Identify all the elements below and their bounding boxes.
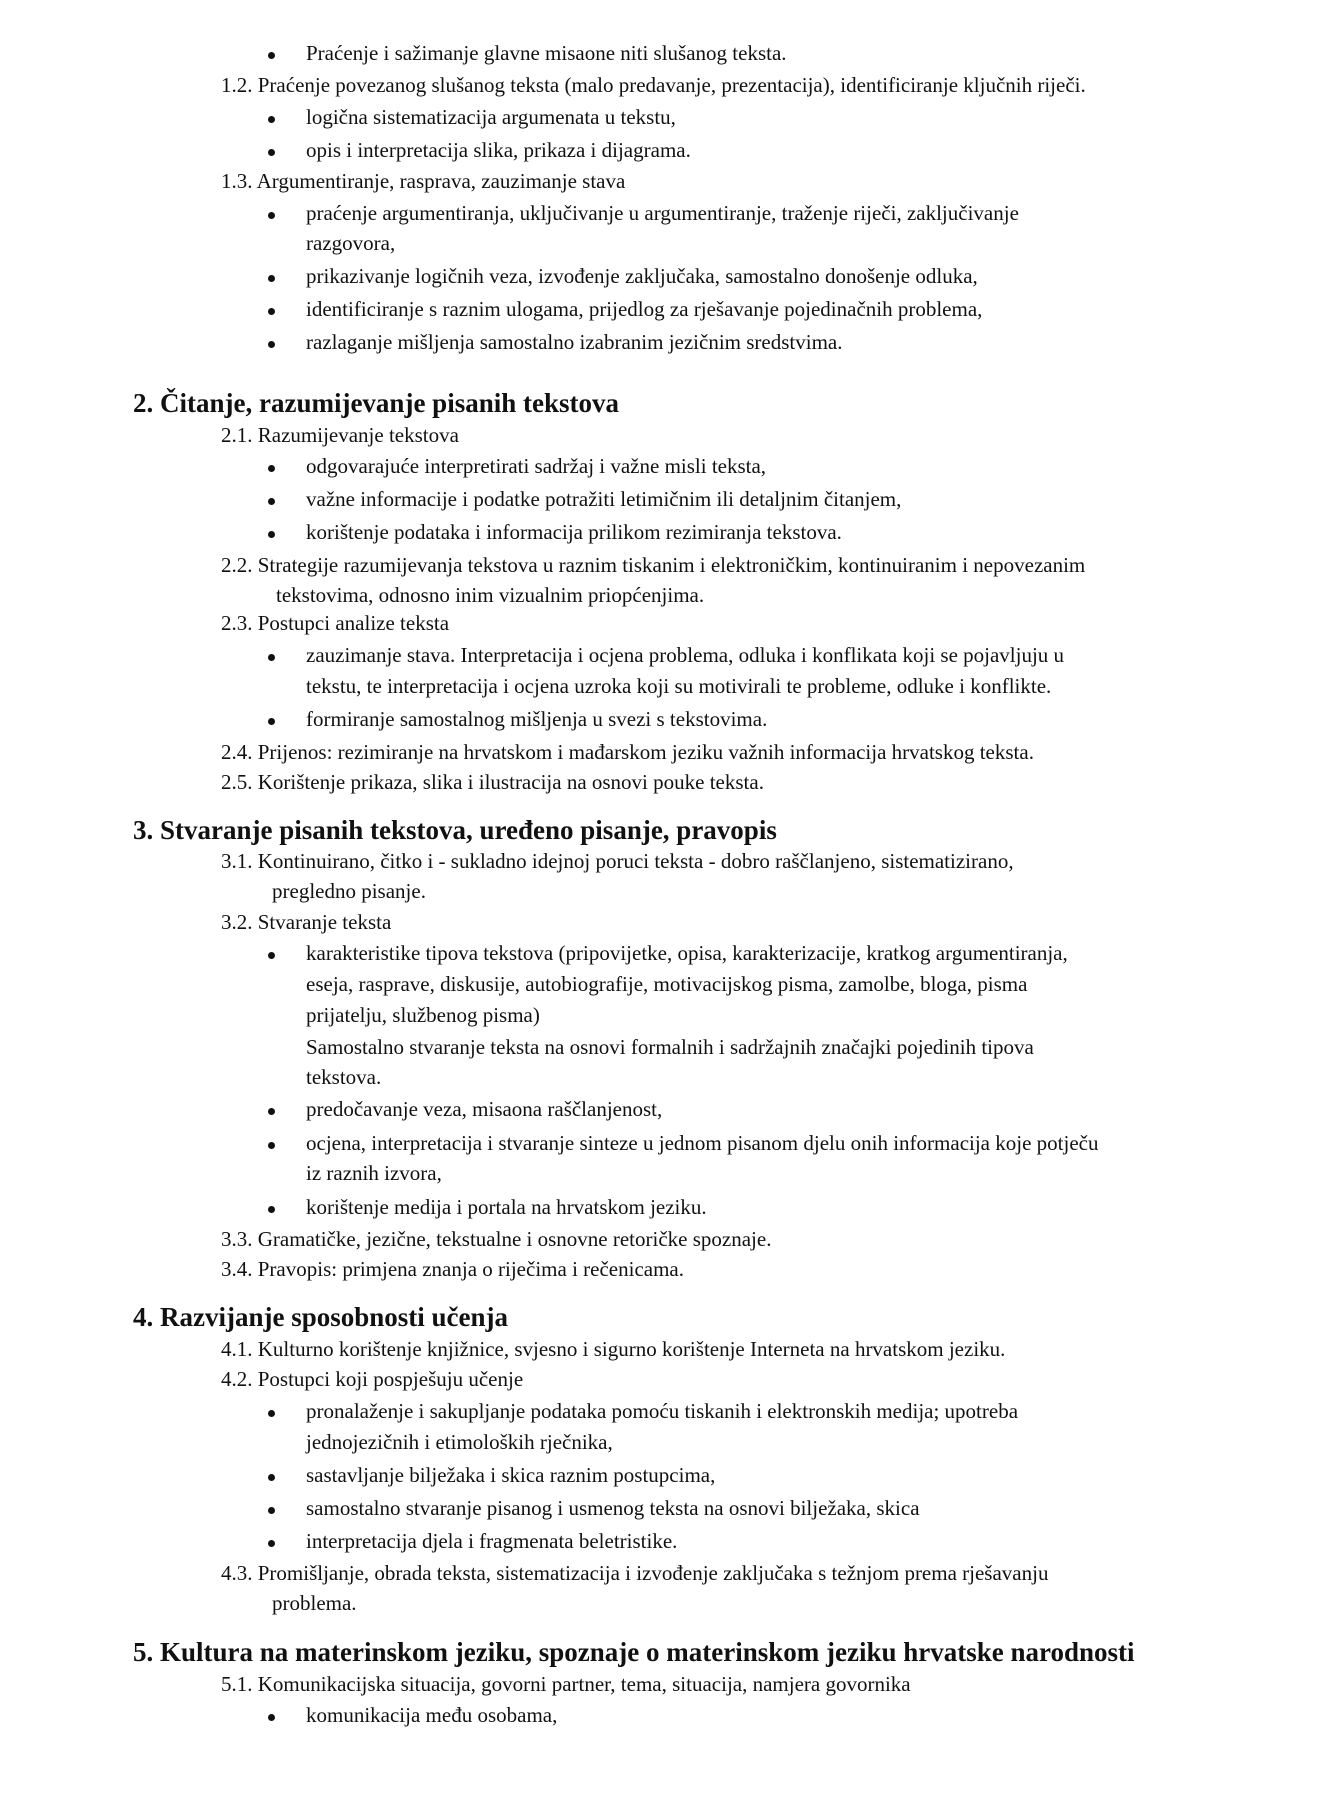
- bullet-icon: [268, 654, 275, 661]
- bullet-icon: [268, 952, 275, 959]
- list-item: opis i interpretacija slika, prikaza i dijagrama.: [306, 138, 691, 162]
- subsection-title: 2.5. Korištenje prikaza, slika i ilustracija na osnovi pouke teksta.: [221, 770, 764, 794]
- section-heading: 3. Stvaranje pisanih tekstova, uređeno pisanje, pravopis: [133, 815, 777, 845]
- subsection-title: 4.3. Promišljanje, obrada teksta, sistematizacija i izvođenje zaključaka s težnjom prema rješavanju: [221, 1561, 1049, 1585]
- list-item: ocjena, interpretacija i stvaranje sinteze u jednom pisanom djelu onih informacija koje potječu: [306, 1131, 1099, 1155]
- bullet-icon: [268, 116, 275, 123]
- list-item: zauzimanje stava. Interpretacija i ocjena problema, odluka i konflikata koji se pojavljuju u: [306, 643, 1065, 667]
- subsection-title: 4.1. Kulturno korištenje knjižnice, svjesno i sigurno korištenje Interneta na hrvatskom jeziku.: [221, 1337, 1006, 1361]
- bullet-icon: [268, 1410, 275, 1417]
- list-item: sastavljanje bilježaka i skica raznim postupcima,: [306, 1463, 716, 1487]
- bullet-icon: [268, 531, 275, 538]
- list-item-continuation: prijatelju, službenog pisma): [306, 1003, 540, 1027]
- list-item-continuation: tekstova.: [306, 1065, 382, 1089]
- list-item: predočavanje veza, misaona raščlanjenost,: [306, 1097, 663, 1121]
- subsection-title-continuation: tekstovima, odnosno inim vizualnim priopćenjima.: [276, 583, 705, 607]
- bullet-icon: [268, 1474, 275, 1481]
- bullet-icon: [268, 498, 275, 505]
- bullet-icon: [268, 1714, 275, 1721]
- subsection-title: 3.3. Gramatičke, jezične, tekstualne i osnovne retoričke spoznaje.: [221, 1227, 772, 1251]
- list-item: prikazivanje logičnih veza, izvođenje zaključaka, samostalno donošenje odluka,: [306, 264, 978, 288]
- list-item-continuation: Samostalno stvaranje teksta na osnovi formalnih i sadržajnih značajki pojedinih tipova: [306, 1035, 1034, 1059]
- subsection-title: 2.2. Strategije razumijevanja tekstova u raznim tiskanim i elektroničkim, kontinuiranim i nepovezanim: [221, 553, 1086, 577]
- list-item-continuation: razgovora,: [306, 231, 396, 255]
- bullet-icon: [268, 1142, 275, 1149]
- bullet-icon: [268, 1206, 275, 1213]
- section-heading: 2. Čitanje, razumijevanje pisanih tekstova: [133, 388, 619, 418]
- list-item: logična sistematizacija argumenata u tekstu,: [306, 105, 676, 129]
- list-item: formiranje samostalnog mišljenja u svezi s tekstovima.: [306, 707, 768, 731]
- list-item: Praćenje i sažimanje glavne misaone niti slušanog teksta.: [306, 41, 787, 65]
- list-item-continuation: iz raznih izvora,: [306, 1161, 442, 1185]
- subsection-title: 1.3. Argumentiranje, rasprava, zauzimanje stava: [221, 169, 626, 193]
- bullet-icon: [268, 341, 275, 348]
- subsection-title: 1.2. Praćenje povezanog slušanog teksta (malo predavanje, prezentacija), identificiranje ključnih riječi.: [221, 73, 1086, 97]
- bullet-icon: [268, 1540, 275, 1547]
- bullet-icon: [268, 308, 275, 315]
- list-item: korištenje podataka i informacija prilikom rezimiranja tekstova.: [306, 520, 842, 544]
- bullet-icon: [268, 1507, 275, 1514]
- list-item: korištenje medija i portala na hrvatskom jeziku.: [306, 1195, 707, 1219]
- subsection-title: 3.1. Kontinuirano, čitko i - sukladno idejnoj poruci teksta - dobro raščlanjeno, sistematizirano,: [221, 849, 1014, 873]
- subsection-title: 2.4. Prijenos: rezimiranje na hrvatskom i mađarskom jeziku važnih informacija hrvatskog teksta.: [221, 740, 1034, 764]
- bullet-icon: [268, 212, 275, 219]
- subsection-title: 3.2. Stvaranje teksta: [221, 910, 392, 934]
- subsection-title: 3.4. Pravopis: primjena znanja o riječima i rečenicama.: [221, 1257, 684, 1281]
- list-item: identificiranje s raznim ulogama, prijedlog za rješavanje pojedinačnih problema,: [306, 297, 983, 321]
- list-item: interpretacija djela i fragmenata beletristike.: [306, 1529, 678, 1553]
- subsection-title-continuation: pregledno pisanje.: [272, 879, 426, 903]
- bullet-icon: [268, 718, 275, 725]
- list-item-continuation: tekstu, te interpretacija i ocjena uzroka koji su motivirali te probleme, odluke i konflikte.: [306, 674, 1052, 698]
- subsection-title: 5.1. Komunikacijska situacija, govorni partner, tema, situacija, namjera govornika: [221, 1672, 911, 1696]
- list-item: razlaganje mišljenja samostalno izabranim jezičnim sredstvima.: [306, 330, 843, 354]
- list-item: važne informacije i podatke potražiti letimičnim ili detaljnim čitanjem,: [306, 487, 902, 511]
- subsection-title: 2.1. Razumijevanje tekstova: [221, 423, 459, 447]
- bullet-icon: [268, 465, 275, 472]
- bullet-icon: [268, 1108, 275, 1115]
- list-item: pronalaženje i sakupljanje podataka pomoću tiskanih i elektronskih medija; upotreba: [306, 1399, 1019, 1423]
- list-item: samostalno stvaranje pisanog i usmenog teksta na osnovi bilježaka, skica: [306, 1496, 920, 1520]
- subsection-title: 2.3. Postupci analize teksta: [221, 611, 450, 635]
- subsection-title-continuation: problema.: [272, 1591, 357, 1615]
- list-item: karakteristike tipova tekstova (pripovijetke, opisa, karakterizacije, kratkog argumentiranja,: [306, 941, 1068, 965]
- bullet-icon: [268, 52, 275, 59]
- bullet-icon: [268, 275, 275, 282]
- list-item-continuation: jednojezičnih i etimoloških rječnika,: [306, 1430, 613, 1454]
- list-item: odgovarajuće interpretirati sadržaj i važne misli teksta,: [306, 454, 767, 478]
- list-item-continuation: eseja, rasprave, diskusije, autobiografije, motivacijskog pisma, zamolbe, bloga, pisma: [306, 972, 1028, 996]
- list-item: komunikacija među osobama,: [306, 1703, 558, 1727]
- section-heading: 4. Razvijanje sposobnosti učenja: [133, 1302, 509, 1332]
- bullet-icon: [268, 149, 275, 156]
- subsection-title: 4.2. Postupci koji pospješuju učenje: [221, 1367, 524, 1391]
- section-heading: 5. Kultura na materinskom jeziku, spoznaje o materinskom jeziku hrvatske narodnosti: [133, 1637, 1135, 1667]
- list-item: praćenje argumentiranja, uključivanje u argumentiranje, traženje riječi, zaključivanje: [306, 201, 1019, 225]
